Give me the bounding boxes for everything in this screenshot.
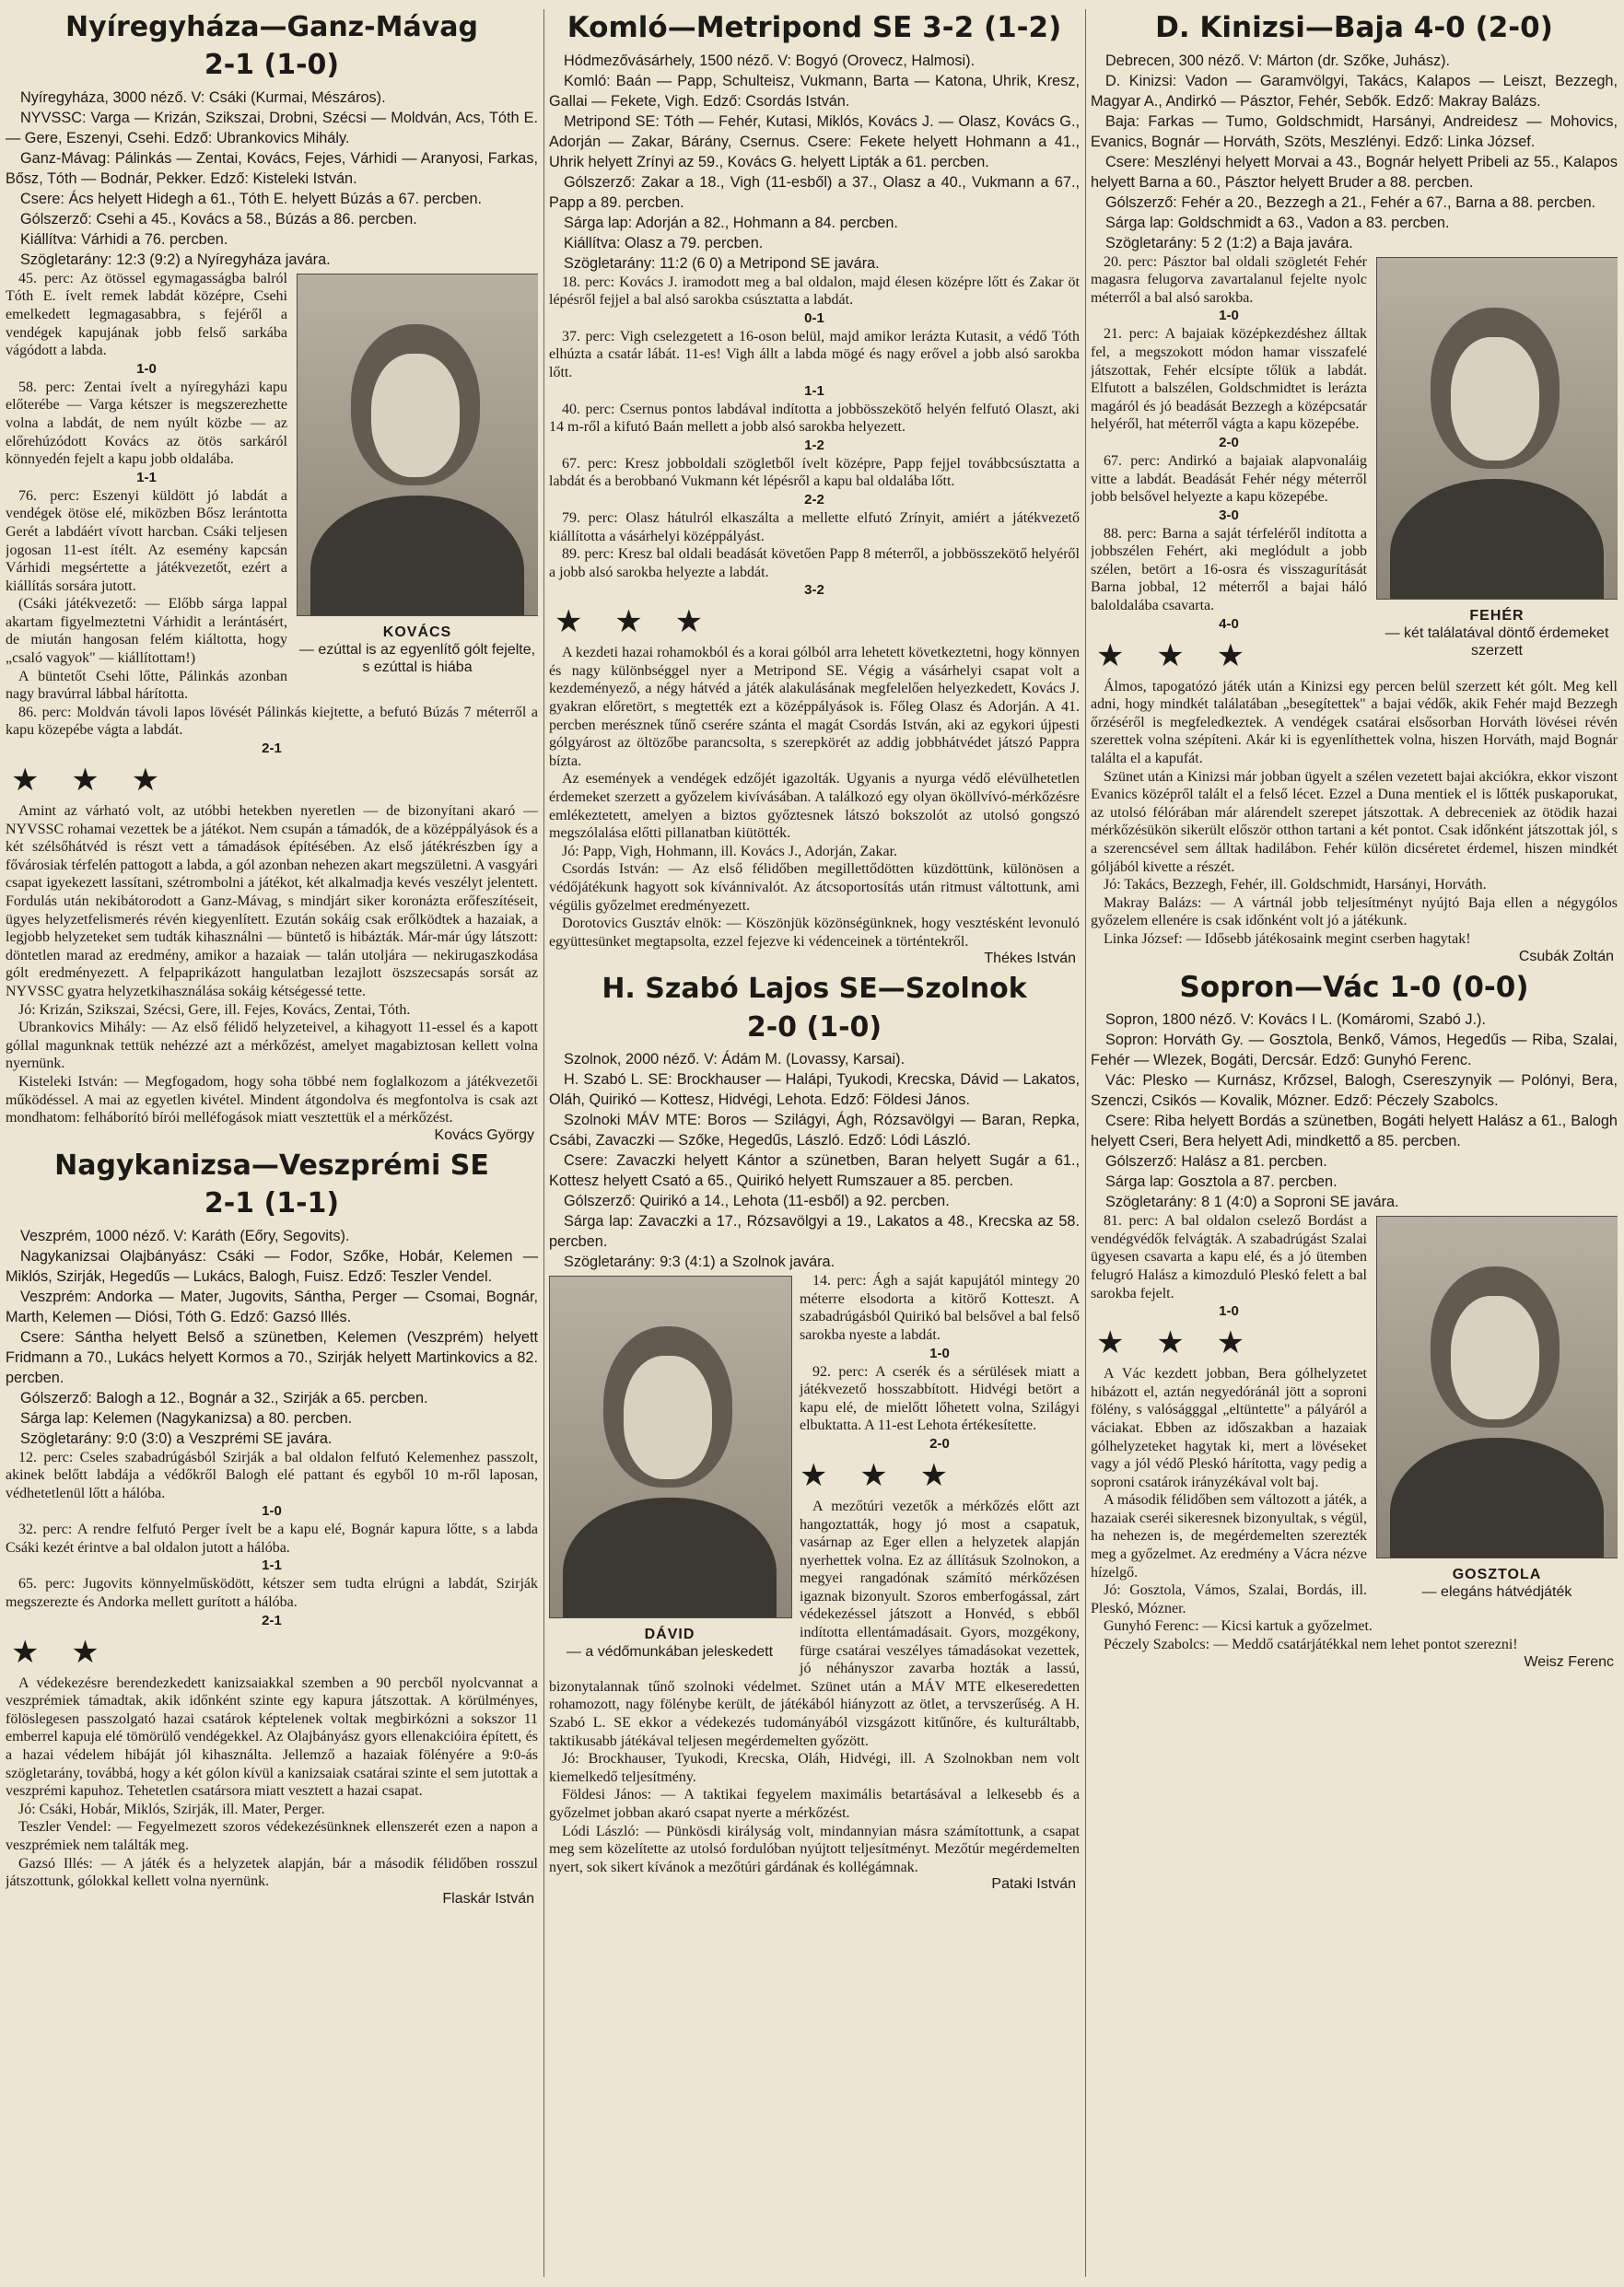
goal-score: 0-1 bbox=[804, 309, 824, 326]
goal-description: 18. perc: Kovács J. iramodott meg a bal oldalon, majd élesen középre lőtt és Zakar öt lépésről fejjel a bal alsó sarokba csúsztatta a labdát. bbox=[549, 274, 1080, 309]
article-title: Komló—Metripond SE 3-2 (1-2) bbox=[567, 11, 1062, 44]
report-paragraph: Földesi János: — A taktikai fegyelem maximális betartásával a lelkesebb és a győzelmet jobban akaró csapat nyerte a mérkőzést. bbox=[549, 1787, 1080, 1822]
goal-description: 67. perc: Andirkó a bajaiak alapvonaláig vitte a labdát. Beadását Fehér négy méterről jobb belsővel helyezte a kapu közepébe. bbox=[1091, 452, 1367, 506]
goal-score: 1-1 bbox=[136, 469, 157, 485]
goal-description: 81. perc: A bal oldalon cselező Bordást a vendégvédők felvágták. A szabadrúgást Szalai ügyesen csavarta a kapu elé, és a jó ütemben felugró Halász a kimozduló Pleskó felett a bal sarokba fejelt. bbox=[1091, 1213, 1367, 1301]
goal-description: 45. perc: Az ötössel egymagasságba balról Tóth E. ívelt remek labdát középre, Csehi emelkedett legmagasabbra, s fejéről a vendégek kapujának jobb felső sarkába vágódott a labda. bbox=[6, 270, 287, 359]
goal-description: 14. perc: Ágh a saját kapujától mintegy 20 méterre elsodorta a kitörő Kotteszt. A szabadrúgásból Quirikó bal belsővel a bal felső sarokba nyeste a labdát. bbox=[800, 1273, 1080, 1343]
match-facts-line: Gólszerző: Csehi a 45., Kovács a 58., Búzás a 86. percben. bbox=[20, 210, 417, 228]
portrait-face bbox=[1451, 1296, 1539, 1419]
report-paragraph: A második félidőben sem változott a játék, a hazaiak cseréi sikeresnek bizonyultak, s végül, ha nehezen is, de megérdemelten szerezték meg a győzelmet. Az eredmény a Vácra nézve hízelgő. bbox=[1091, 1492, 1367, 1581]
article-title: D. Kinizsi—Baja 4-0 (2-0) bbox=[1155, 11, 1553, 44]
match-facts-line: Csere: Zavaczki helyett Kántor a szünetben, Baran helyett Sugár a 61., Kottesz helyett Csató a 65., Quirikó helyett Rumszauer a 85. percben. bbox=[549, 1152, 1080, 1190]
goal-description: 58. perc: Zentai ívelt a nyíregyházi kapu előterébe — Varga kétszer is megszerezhette volna a labdát, de nem nyúlt közbe — az előrehúzódott Kovács az ötös sarkáról könnyedén fejelt a kapu jobb oldalába. bbox=[6, 379, 287, 468]
photo-caption bbox=[1376, 1566, 1618, 1601]
match-facts-line: Gólszerző: Quirikó a 14., Lehota (11-esből) a 92. percben. bbox=[564, 1193, 950, 1210]
goal-description: 79. perc: Olasz hátulról elkaszálta a mellette elfutó Zrínyit, amiért a játékvezető kiállította a vásárhelyi középpályást. bbox=[549, 509, 1080, 544]
match-article bbox=[1091, 971, 1618, 1671]
article-title: Nagykanizsa—Veszprémi SE bbox=[54, 1149, 489, 1182]
rating-stars: ★ ★ ★ bbox=[1096, 1324, 1256, 1362]
rating-stars: ★ ★ ★ bbox=[800, 1456, 960, 1494]
report-paragraph: Szünet után a Kinizsi már jobban ügyelt a szélen vezetett bajai akciókra, ekkor viszont Evanics középről talált el a felső lécet. Ezzel a Duna mentiek el is lőtték puskaporukat, az utolsó félórában már alárendelt szerepet játszottak. A debreceniek az ötödik hazai mérkőzésükön sikerült először otthon tartani a két pontot. Csak időnként játszottak jól, s a szerencsével sem álltak hadilábon. Fehér külön dicséretet érdemel, hiszen mindkét góljából kivette a részét. bbox=[1091, 768, 1618, 875]
article-title: H. Szabó Lajos SE—Szolnok bbox=[602, 973, 1027, 1006]
report-paragraph: Gazsó Illés: — A játék és a helyzetek alapján, bár a második félidőben rosszul játszottunk, gólokkal kellett volna nyernünk. bbox=[6, 1855, 538, 1890]
goal-score: 1-2 bbox=[804, 437, 824, 453]
column-right bbox=[1091, 7, 1618, 2282]
match-facts-line: Kiállítva: Olasz a 79. percben. bbox=[564, 234, 764, 251]
author-signature: Csubák Zoltán bbox=[1518, 948, 1614, 964]
photo-caption-name: DÁVID bbox=[644, 1627, 695, 1643]
match-facts-line: Debrecen, 300 néző. V: Márton (dr. Szőke, Juhász). bbox=[1105, 52, 1451, 69]
goal-description: 37. perc: Vigh cselezgetett a 16-oson belül, majd amikor lerázta Kutasit, a védő Tóth elhúzta a csatár lábát. 11-es! Vigh állt a labda mögé és nagy erővel a jobb alsó sarokba lőtt. bbox=[549, 328, 1080, 380]
photo-caption-text: — elegáns hátvédjáték bbox=[1421, 1584, 1572, 1601]
match-facts-line: Ganz-Mávag: Pálinkás — Zentai, Kovács, Fejes, Várhidi — Aranyosi, Farkas, Bősz, Tóth — Bodnár, Pekker. Edző: Kisteleki István. bbox=[6, 149, 538, 187]
portrait-image bbox=[1376, 257, 1618, 600]
column-middle bbox=[549, 7, 1080, 2282]
report-paragraph: Álmos, tapogatózó játék után a Kinizsi egy percen belül szerzett két gólt. Meg kell adni, hogy mindkét találatában „besegítettek" a bajai védők, akik Fehér majd Bezzegh őrzéséről is megfeledkeztek. A vendégek csatárai elsősorban Horváth lövései révén szerettek volna szépíteni. Akár ki is egyenlíthettek volna, hiszen Horváth, majd Bognár találta el a kapufát. bbox=[1091, 678, 1618, 767]
match-facts-line: Gólszerző: Fehér a 20., Bezzegh a 21., Fehér a 67., Barna a 88. percben. bbox=[1105, 193, 1596, 211]
report-paragraph: Csordás István: — Az első félidőben megillettődötten küzdöttünk, különösen a védőjátékunk hagyott sok kívánnivalót. Az átcsoportosítás után ritmust váltottunk, ami végülis győzelmet eredményezett. bbox=[549, 861, 1080, 914]
match-facts-line: Sárga lap: Goldschmidt a 63., Vadon a 83. percben. bbox=[1105, 214, 1450, 231]
match-facts-line: Szolnok, 2000 néző. V: Ádám M. (Lovassy, Karsai). bbox=[564, 1051, 905, 1068]
goal-description: 92. perc: A cserék és a sérülések miatt a játékvezető hosszabbított. Hidvégi betört a kapu elé, de mielőtt lőhetett volna, Szilágyi elbuktatta. A 11-est Lehota értékesítette. bbox=[800, 1363, 1080, 1434]
portrait-image bbox=[297, 274, 538, 616]
portrait-shirt bbox=[563, 1498, 777, 1618]
match-facts-line: Nyíregyháza, 3000 néző. V: Csáki (Kurmai, Mészáros). bbox=[20, 88, 386, 106]
portrait-face bbox=[624, 1356, 712, 1479]
author-signature: Flaskár István bbox=[442, 1890, 534, 1907]
match-facts-line: Sárga lap: Adorján a 82., Hohmann a 84. percben. bbox=[564, 214, 898, 231]
report-paragraph: Jó: Csáki, Hobár, Miklós, Szirják, ill. Mater, Perger. bbox=[18, 1801, 325, 1817]
report-paragraph: Péczely Szabolcs: — Meddő csatárjátékkal nem lehet pontot szerezni! bbox=[1104, 1637, 1518, 1653]
goal-score: 2-0 bbox=[1219, 434, 1239, 450]
column-left bbox=[6, 7, 538, 2282]
match-facts-line: Komló: Baán — Papp, Schulteisz, Vukmann, Barta — Katona, Uhrik, Kresz, Gallai — Fekete, Vigh. Edző: Csordás István. bbox=[549, 72, 1080, 110]
goal-score: 1-0 bbox=[929, 1345, 950, 1361]
match-article bbox=[6, 1149, 538, 1908]
goal-description: 89. perc: Kresz bal oldali beadását követően Papp 8 méterről, a jobbösszekötő helyéről a jobb alsó sarokba helyezte a labdát. bbox=[549, 546, 1080, 580]
goal-score: 2-1 bbox=[262, 741, 282, 757]
photo-caption-text: — két találatával döntő érdemeket szerzett bbox=[1384, 624, 1609, 659]
rating-stars: ★ ★ ★ bbox=[1096, 636, 1256, 674]
report-paragraph: Lódi László: — Pünkösdi királyság volt, mindannyian másra számítottunk, a csapat meg sem közelítette az utolsó fordulóban nyújtott teljesítményt. Mezőtúr megérdemelten nyert, sok sikert kívánok a mezőtúri gárdának és kollégámnak. bbox=[549, 1823, 1080, 1875]
article-score: 2-1 (1-0) bbox=[204, 49, 340, 82]
report-paragraph: Linka József: — Idősebb játékosaink megint cserben hagytak! bbox=[1104, 930, 1471, 947]
portrait-face bbox=[371, 354, 460, 477]
report-paragraph: A kezdeti hazai rohamokból és a korai gólból arra lehetett következtetni, hogy könnyen és nagy különbséggel nyer a Metripond SE. Végig a vásárhelyi csapat volt a kezdeményező, a négy hátvéd a játék alakulásának megfelelően helyezkedett, Kovács J. gyakran előretört, s megtették ezt a középpályások is. Főleg Olasz és Adorján. A 41. percben merésznek tűnő cserére szánta el magát Csordás István, aki az egykori újpesti gólgyárost az öltözőbe parancsolta, s szerepkörét az addig jobbhátvédet játszó Pappra bízta. bbox=[549, 645, 1080, 769]
match-facts-line: Hódmezővásárhely, 1500 néző. V: Bogyó (Orovecz, Halmosi). bbox=[564, 52, 976, 69]
goal-description: 88. perc: Barna a saját térfeléről indította a jobbszélen Fehért, aki meglódult a jobb szélen, betört a 16-osra és visszagurítását Barna jobbal, 12 méterről a bajai háló baloldalába csavarta. bbox=[1091, 525, 1367, 614]
report-paragraph: Jó: Papp, Vigh, Hohmann, ill. Kovács J., Adorján, Zakar. bbox=[562, 843, 898, 859]
report-paragraph: A védekezésre berendezkedett kanizsaiakkal szemben a 90 percből nyolcvannat a veszprémiek támadtak, akik időnként szinte egy kapura játszottak. A körülményes, fölöslegesen passzolgató hazai csatárok képtelenek voltak megbirkózni a sokszor 11 emberrel kapuja elé tömörülő vendégekkel. Az Olajbányász gyors ellenakcióira épített, és a hazai védelem hibáját jól kihasználta. Jellemző a hazaiak fölényére a 9:0-ás szögletarány, továbbá, hogy a két gólon kívül a kanizsaiak csatárai szinte el sem jutottak a veszprémi kapuhoz. Tehetetlen csatársora miatt vesztett a hazai csapat. bbox=[6, 1674, 538, 1800]
match-facts-line: Szolnoki MÁV MTE: Boros — Szilágyi, Ágh, Rózsavölgyi — Baran, Repka, Csábi, Zavaczki — Szőke, Hegedűs, László. Edző: Lódi László. bbox=[549, 1112, 1080, 1149]
goal-score: 1-0 bbox=[1219, 308, 1239, 324]
match-facts-line: H. Szabó L. SE: Brockhauser — Halápi, Tyukodi, Krecska, Dávid — Lakatos, Oláh, Quirikó — Kottesz, Hidvégi, Lehota. Edző: Földesi János. bbox=[549, 1071, 1080, 1109]
match-facts-line: Szögletarány: 11:2 (6 0) a Metripond SE javára. bbox=[564, 254, 880, 272]
photo-caption-name: FEHÉR bbox=[1469, 607, 1525, 624]
photo-caption-text: — ezúttal is az egyenlítő gólt fejelte, s ezúttal is hiába bbox=[298, 641, 536, 675]
report-paragraph: Dorotovics Gusztáv elnök: — Köszönjük közönségünknek, hogy vesztésként levonuló együttesünket megtapsolta, ezzel fejezve ki védenceinek a történtekről. bbox=[549, 916, 1080, 950]
match-facts-line: Szögletarány: 12:3 (9:2) a Nyíregyháza javára. bbox=[20, 251, 331, 268]
goal-description: 67. perc: Kresz jobboldali szögletből ívelt középre, Papp fejjel továbbcsúsztatta a labdát és a berobbanó Vukmann két lépésről a kapu bal oldalába lőtt. bbox=[549, 455, 1080, 490]
portrait-shirt bbox=[1390, 1438, 1604, 1558]
article-title: Nyíregyháza—Ganz-Mávag bbox=[65, 11, 478, 43]
match-facts-line: Sopron: Horváth Gy. — Gosztola, Benkő, Vámos, Hegedűs — Riba, Szalai, Fehér — Wlezek, Bogáti, Dercsár. Edző: Gunyhó Ferenc. bbox=[1091, 1032, 1618, 1069]
portrait-shirt bbox=[310, 496, 524, 616]
report-paragraph: A Vác kezdett jobban, Bera gólhelyzetet hibázott el, aztán negyedóránál jött a soproni fölény, s valóságggal „eltüntette" a pályáról a váciakat. Ebben az időszakban a hazaiak gólhelyzeteket hagytak ki, mert a lövéseket vagy a jól védő Pleskó hárította, vagy pedig a soproni csatárok irányzékával volt baj. bbox=[1091, 1366, 1367, 1490]
player-photo bbox=[297, 274, 538, 676]
report-paragraph: Teszler Vendel: — Fegyelmezett szoros védekezésünknek ellenszerét ezen a napon a veszprémiek nem találták meg. bbox=[6, 1819, 538, 1853]
match-article bbox=[549, 11, 1080, 967]
photo-caption-name: KOVÁCS bbox=[382, 624, 452, 640]
match-facts-line: Baja: Farkas — Tumo, Goldschmidt, Harsányi, Andreidesz — Mohovics, Evanics, Bognár — Horváth, Szöts, Meszlényi. Edző: Linka József. bbox=[1091, 112, 1618, 150]
article-title: Sopron—Vác 1-0 (0-0) bbox=[1179, 970, 1529, 1004]
goal-description: 12. perc: Cseles szabadrúgásból Szirják a bal oldalon felfutó Kelemenhez passzolt, akinek belőtt labdája a védőkről Balogh elé pattant és egyből 10 m-ről laposan, védhetetlenül lőtt a hálóba. bbox=[6, 1449, 538, 1501]
match-facts-line: Vác: Plesko — Kurnász, Krőzsel, Balogh, Csereszynyik — Polónyi, Bera, Szenczi, Csikós — Kovalik, Mózner. Edző: Péczely Szabolcs. bbox=[1091, 1072, 1618, 1110]
goal-description: 20. perc: Pásztor bal oldali szögletét Fehér magasra felugorva zavartalanul fejelte nyolc méterről a bal alsó sarokba. bbox=[1091, 253, 1367, 306]
report-paragraph: Jó: Brockhauser, Tyukodi, Krecska, Oláh, Hidvégi, ill. A Szolnokban nem volt kiemelkedő teljesítmény. bbox=[549, 1751, 1080, 1785]
match-facts-line: Szögletarány: 9:0 (3:0) a Veszprémi SE javára. bbox=[20, 1429, 333, 1447]
goal-score: 3-0 bbox=[1219, 507, 1239, 523]
match-facts-line: Kiállítva: Várhidi a 76. percben. bbox=[20, 230, 228, 248]
match-facts-line: Csere: Sántha helyett Belső a szünetben, Kelemen (Veszprém) helyett Fridmann a 70., Lukács helyett Kormos a 70., Szirják helyett Martinkovics a 82. percben. bbox=[6, 1328, 538, 1386]
match-facts-line: Nagykanizsai Olajbányász: Csáki — Fodor, Szőke, Hobár, Kelemen — Miklós, Szirják, Hegedűs — Lukács, Balogh, Fuisz. Edző: Teszler Vendel. bbox=[6, 1247, 538, 1285]
match-facts-line: Csere: Riba helyett Bordás a szünetben, Bogáti helyett Halász a 61., Balogh helyett Cseri, Bera helyett Adi, mindkettő a 85. percben. bbox=[1091, 1113, 1618, 1150]
goal-description: A büntetőt Csehi lőtte, Pálinkás azonban nagy bravúrral lábbal hárította. bbox=[6, 668, 287, 703]
report-paragraph: Amint az várható volt, az utóbbi hetekben nyeretlen — de bizonyítani akaró — NYVSSC rohamai vezettek be a játékot. Nem csupán a támadók, de a középpályások és a két szélsőhátvéd is részt vett a támadások építésében. Az első játékrészben így a fővárosiak térfelén pattogott a labda, a gól azonban nehezen akart megszületni. A vasgyári csapat igyekezett lassítani, szétrombolni a játékot, két alkalmadja kevés veszélyt jelentett. Fordulás után nekibátorodott a Ganz-Mávag, s mindjárt siker koronázta erőfeszítéseit, ügyes helyzetfelismerés révén kiegyenlített. Ezután sokáig csak erőlködtek a hazaiak, a legjobb helyzeteket sem tudták kihasználni — büntető is hibázták. Már-már úgy látszott: döntetlen marad az eredmény, amikor a hazaiak — talán utoljára — nekirugaszkodása gólt eredményezett. A felpaprikázott hangulatban lezajlott öszszecsapás sorsát az NYVSSC gyatra helyzetkihasználása sokáig kétségessé tette. bbox=[6, 803, 538, 999]
report-paragraph: Jó: Takács, Bezzegh, Fehér, ill. Goldschmidt, Harsányi, Horváth. bbox=[1104, 877, 1487, 893]
portrait-image bbox=[549, 1276, 792, 1618]
match-facts-line: D. Kinizsi: Vadon — Garamvölgyi, Takács, Kalapos — Leiszt, Bezzegh, Magyar A., Andirkó — Pásztor, Fehér, Sebők. Edző: Makray Balázs. bbox=[1091, 72, 1618, 110]
match-facts-line: Gólszerző: Halász a 81. percben. bbox=[1105, 1153, 1327, 1171]
match-article bbox=[6, 11, 538, 1144]
match-facts-line: Gólszerző: Balogh a 12., Bognár a 32., Szirják a 65. percben. bbox=[20, 1389, 428, 1406]
match-facts-line: Gólszerző: Zakar a 18., Vigh (11-esből) a 37., Olasz a 40., Vukmann a 67., Papp a 89. percben. bbox=[549, 173, 1080, 211]
report-paragraph: Az események a vendégek edzőjét igazolták. Ugyanis a nyurga védő elévülhetetlen érdemeket szerzett a győzelem kivívásában. A találkozó egy olyan ököllvívó-mérkőzésre emlékeztetett, amelyen a biztos győztesnek látszó bokszolót az utolsó gongszó megszólalása előtti pillanatban kiütötték. bbox=[549, 771, 1080, 842]
goal-score: 1-0 bbox=[262, 1503, 282, 1520]
goal-description: 86. perc: Moldván távoli lapos lövését Pálinkás kiejtette, a befutó Búzás 7 méterről a kapu közepébe vágta a labdát. bbox=[6, 704, 538, 739]
photo-caption-text: — a védőmunkában jeleskedett bbox=[566, 1644, 774, 1661]
goal-description: 40. perc: Csernus pontos labdával indította a jobbösszekötő helyén felfutó Olaszt, aki 14 m-ről a kifutó Baán mellett a jobb alsó sarokba helyezett. bbox=[549, 401, 1080, 436]
goal-score: 1-0 bbox=[136, 360, 157, 377]
goal-score: 1-1 bbox=[804, 382, 824, 399]
match-facts-line: Csere: Meszlényi helyett Morvai a 43., Bognár helyett Pribeli az 55., Kalapos helyett Barna a 60., Pásztor helyett Bruder a 88. percben. bbox=[1091, 153, 1618, 191]
article-score: 2-1 (1-1) bbox=[204, 1187, 340, 1220]
report-paragraph: Gunyhó Ferenc: — Kicsi kartuk a győzelmet. bbox=[1104, 1618, 1373, 1635]
report-paragraph: Jó: Krizán, Szikszai, Szécsi, Gere, ill. Fejes, Kovács, Zentai, Tóth. bbox=[18, 1001, 411, 1018]
goal-description: 21. perc: A bajaiak középkezdéshez álltak fel, a megszokott módon hamar visszafelé játszottak, Fehér elcsípte tőlük a labdát. Elfutott a balszélen, Goldschmidtet is lerázta magáról és jó beadását Bezzegh a középcsatár helyéről, hat méterről vágta a kapu közepébe. bbox=[1091, 326, 1367, 433]
match-article bbox=[549, 973, 1080, 1893]
match-article bbox=[1091, 11, 1618, 965]
match-facts-line: Szögletarány: 5 2 (1:2) a Baja javára. bbox=[1105, 234, 1353, 251]
player-photo bbox=[1376, 257, 1618, 659]
match-facts-line: Szögletarány: 9:3 (4:1) a Szolnok javára. bbox=[564, 1254, 835, 1271]
match-facts-line: NYVSSC: Varga — Krizán, Szikszai, Drobni, Szécsi — Moldván, Acs, Tóth E. — Gere, Eszenyi, Csehi. Edző: Ubrankovics Mihály. bbox=[6, 109, 538, 146]
player-photo bbox=[549, 1276, 790, 1661]
author-signature: Weisz Ferenc bbox=[1524, 1653, 1614, 1670]
match-facts-line: Sárga lap: Zavaczki a 17., Rózsavölgyi a 19., Lakatos a 48., Krecska az 58. percben. bbox=[549, 1213, 1080, 1251]
goal-score: 2-2 bbox=[804, 491, 824, 508]
goal-score: 3-2 bbox=[804, 582, 824, 599]
goal-description: 65. perc: Jugovits könnyelműsködött, kétszer sem tudta elrúgni a labdát, Szirják megszerezte és Andorka mellett gurított a hálóba. bbox=[6, 1576, 538, 1611]
photo-caption-name: GOSZTOLA bbox=[1452, 1567, 1542, 1583]
match-facts-line: Metripond SE: Tóth — Fehér, Kutasi, Miklós, Kovács J. — Olasz, Kovács G., Adorján — Zakar, Bárány, Csernus. Csere: Fekete helyett Hohmann a 41., Uhrik helyett Zrínyi az 59., Kovács G. helyett Lipták a 61. percben. bbox=[549, 112, 1080, 170]
match-facts-line: Sárga lap: Gosztola a 87. percben. bbox=[1105, 1173, 1338, 1191]
goal-score: 2-0 bbox=[929, 1435, 950, 1452]
portrait-shirt bbox=[1390, 479, 1604, 600]
goal-score: 4-0 bbox=[1219, 615, 1239, 632]
report-paragraph: Makray Balázs: — A vártnál jobb teljesítményt nyújtó Baja ellen a négygólos győzelem ellenére is csak időnként volt jó a játékunk. bbox=[1091, 894, 1618, 929]
match-facts-line: Sopron, 1800 néző. V: Kovács I L. (Komáromi, Szabó J.). bbox=[1105, 1011, 1486, 1029]
goal-score: 1-0 bbox=[1219, 1303, 1239, 1320]
match-facts-line: Sárga lap: Kelemen (Nagykanizsa) a 80. percben. bbox=[20, 1409, 353, 1427]
goal-score: 1-1 bbox=[262, 1558, 282, 1574]
goal-description: (Csáki játékvezető: — Előbb sárga lappal akartam figyelmeztetni Várhidit a lerántásért, de miután hangosan felém kiáltotta, hogy „csaló vagyok" — kiállítottam!) bbox=[6, 596, 287, 667]
rating-stars: ★ ★ ★ bbox=[555, 603, 715, 641]
author-signature: Thékes István bbox=[984, 951, 1076, 967]
photo-caption bbox=[1376, 607, 1618, 659]
report-paragraph: Jó: Gosztola, Vámos, Szalai, Bordás, ill. Pleskó, Mózner. bbox=[1091, 1582, 1367, 1616]
goal-description: 32. perc: A rendre felfutó Perger ívelt be a kapu elé, Bognár kapura lőtte, s a labda Csáki kezét érintve a bal oldalon jutott a hálóba. bbox=[6, 1522, 538, 1556]
rating-stars: ★ ★ bbox=[11, 1633, 111, 1671]
rating-stars: ★ ★ ★ bbox=[11, 762, 171, 799]
goal-description: 76. perc: Eszenyi küldött jó labdát a vendégek ötöse elé, miközben Bősz lerántotta Gerét a labdáért vívott harcban. Csáki teljesen jogosan 11-est ítélt. Az esemény kapcsán Várhidi megsértette a játékvezetőt, ezért a kiállítás sorsára jutott. bbox=[6, 487, 287, 594]
photo-caption bbox=[297, 624, 538, 676]
report-paragraph: Ubrankovics Mihály: — Az első félidő helyzeteivel, a kihagyott 11-essel és a kapott góllal magunknak tettük nehézzé azt a mérkőzést, amelyet magabiztosan kellett volna nyernünk. bbox=[6, 1020, 538, 1072]
match-facts-line: Csere: Ács helyett Hidegh a 61., Tóth E. helyett Búzás a 67. percben. bbox=[20, 190, 483, 207]
goal-score: 2-1 bbox=[262, 1612, 282, 1628]
report-paragraph: Kisteleki István: — Megfogadom, hogy soha többé nem foglalkozom a játékvezetői működéssel. A mai az egyetlen kivétel. Mindent átgondolva és megfontolva is csak azt mondhatom: felháborító bírói melléfogások miatt vesztettük el a mérkőzést. bbox=[6, 1073, 538, 1126]
portrait-image bbox=[1376, 1216, 1618, 1558]
match-facts-line: Szögletarány: 8 1 (4:0) a Soproni SE javára. bbox=[1105, 1194, 1399, 1211]
match-facts-line: Veszprém, 1000 néző. V: Karáth (Eőry, Segovits). bbox=[20, 1227, 350, 1244]
article-score: 2-0 (1-0) bbox=[746, 1010, 882, 1044]
column-rule bbox=[1085, 9, 1086, 2277]
player-photo bbox=[1376, 1216, 1618, 1601]
match-facts-line: Veszprém: Andorka — Mater, Jugovits, Sántha, Perger — Csomai, Bognár, Marth, Kelemen — Diósi, Tóth G. Edző: Gazsó Illés. bbox=[6, 1288, 538, 1325]
portrait-face bbox=[1451, 337, 1539, 461]
column-rule bbox=[543, 9, 544, 2277]
photo-caption bbox=[549, 1626, 790, 1661]
author-signature: Pataki István bbox=[991, 1876, 1076, 1893]
report-paragraph: A mezőtúri vezetők a mérkőzés előtt azt hangoztatták, hogy jó most a csapatuk, vasárnap az Eger ellen a helyzetek alapján nyerhettek volna. Ez az állításuk Szolnokon, a megyei rangadónak számító mérkőzésen igaznak bizonyult. Szoros emberfogással, zárt védekezéssel játszott a Honvéd, s ebből indította ellentámadásait. Gyors, mozgékony, fürge csatárai veszélyes támadásokat vezettek, jó néhányszor zavarba hozták a lassú, bizonytalannak tűnő szolnoki védelmet. Szünet után a MÁV MTE elkeseredetten rohamozott, nagy fölénybe került, de játékából hiányzott az ötlet, a tervszerűség. A H. Szabó L. SE ekkor a védekezés tudományából vizsgázott kitűnőre, és kulturáltabb, taktikusabb játékával teljesen megérdemelten győzött. bbox=[549, 1498, 1080, 1749]
author-signature: Kovács György bbox=[434, 1126, 534, 1143]
